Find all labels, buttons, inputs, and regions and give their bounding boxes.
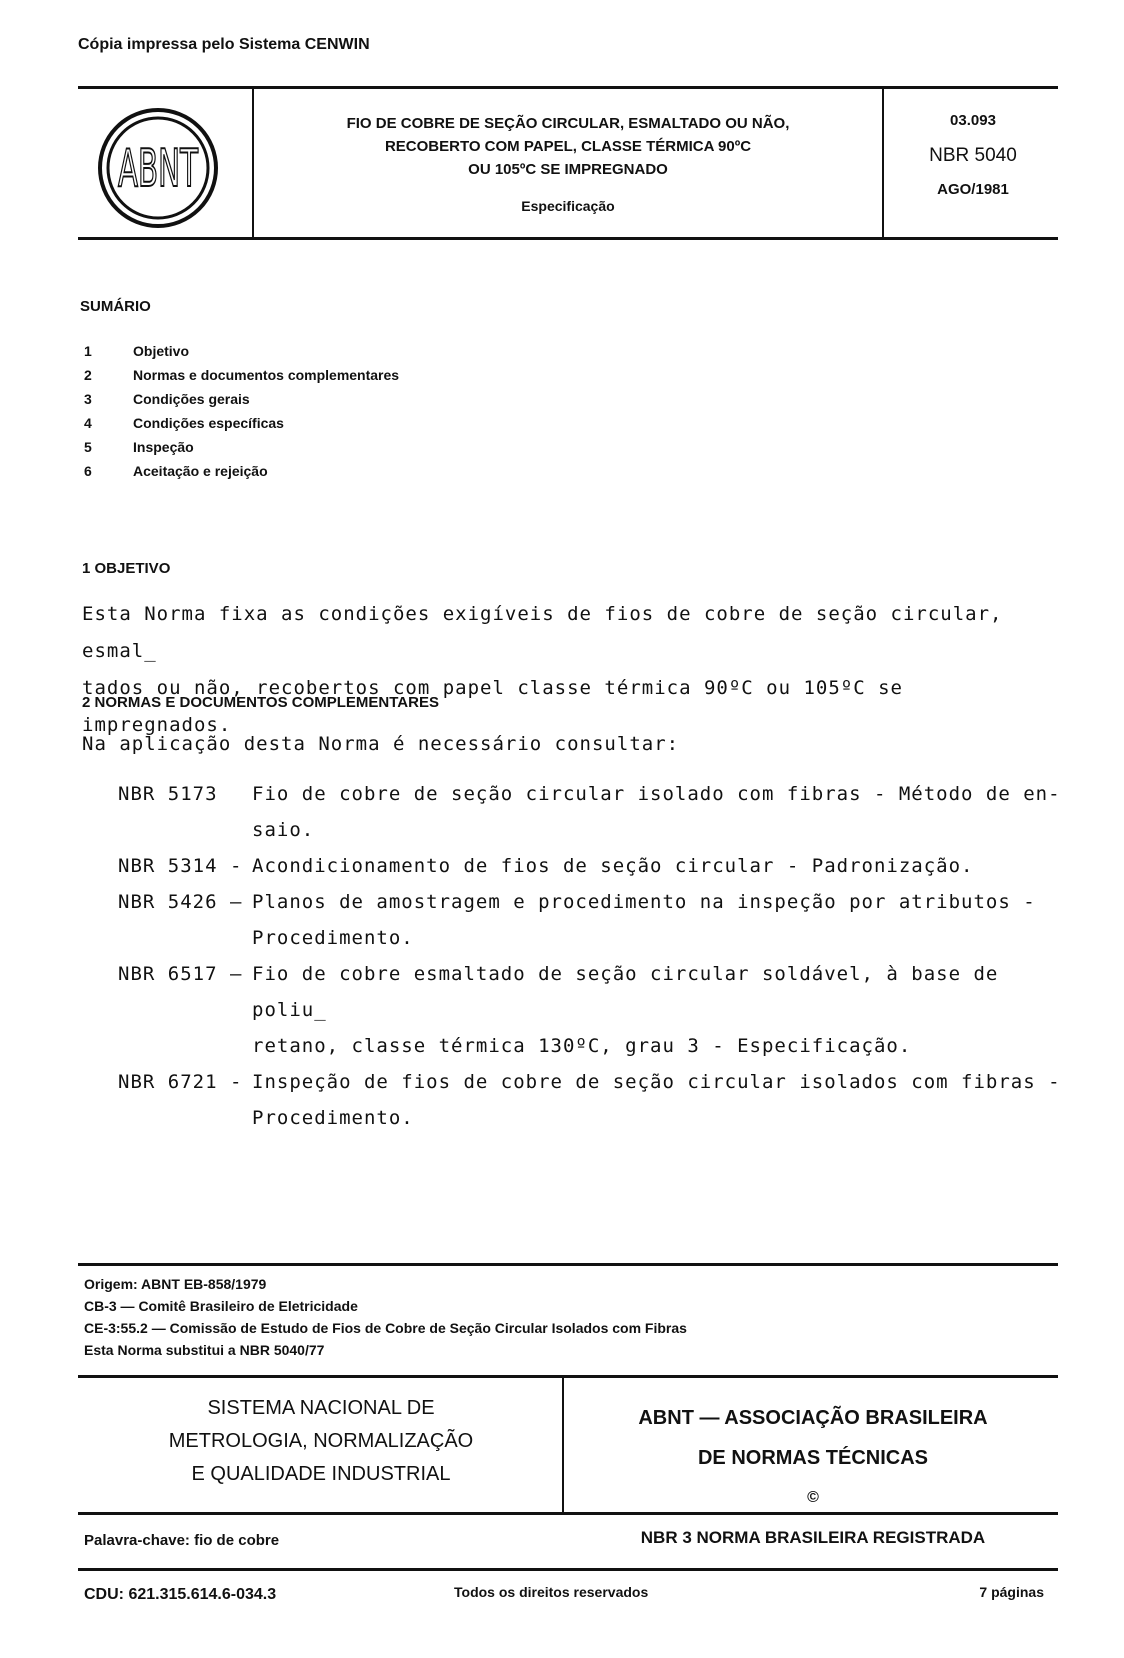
reference-line: Procedimento.: [252, 1107, 414, 1129]
header-bottom-rule: [78, 237, 1058, 240]
summary-list: [84, 343, 399, 487]
summary-item-label: Aceitação e rejeição: [133, 463, 268, 479]
summary-item-label: Normas e documentos complementares: [133, 367, 400, 383]
reference-code: NBR 6517 —: [118, 963, 243, 985]
summary-item-number: 4: [84, 415, 92, 431]
header-divider-left: [252, 89, 254, 237]
section-2-title: 2 NORMAS E DOCUMENTOS COMPLEMENTARES: [82, 694, 439, 711]
reference-text: [252, 776, 1068, 848]
reference-text: [252, 884, 1068, 956]
reference-item: [118, 956, 1068, 1064]
summary-item-label: Inspeção: [133, 439, 194, 455]
summary-item: [84, 463, 399, 487]
footer-box-top-rule: [78, 1375, 1058, 1378]
keyword: Palavra-chave: fio de cobre: [84, 1532, 280, 1549]
summary-item: [84, 391, 399, 415]
reference-item: [118, 776, 1068, 848]
summary-item-label: Condições específicas: [133, 415, 284, 431]
logo-text: ABNT: [118, 139, 199, 199]
reference-code: NBR 6721 -: [118, 1071, 243, 1093]
origin-line: Esta Norma substitui a NBR 5040/77: [84, 1342, 325, 1358]
document-type: Especificação: [521, 198, 615, 214]
norm-date: AGO/1981: [937, 181, 1009, 198]
title-line: RECOBERTO COM PAPEL, CLASSE TÉRMICA 90ºC: [384, 138, 752, 155]
reference-line: Fio de cobre esmaltado de seção circular soldável, à base de poliu_: [252, 963, 999, 1021]
reference-code: NBR 5314 -: [118, 855, 243, 877]
org-line: DE NORMAS TÉCNICAS: [697, 1447, 928, 1469]
reference-text: [252, 1064, 1068, 1136]
org-line: ABNT — ASSOCIAÇÃO BRASILEIRA: [638, 1407, 988, 1429]
reference-code: NBR 5173: [118, 783, 218, 805]
origin-line: CB-3 — Comitê Brasileiro de Eletricidade: [84, 1298, 358, 1314]
registered-norm-label: NBR 3 NORMA BRASILEIRA REGISTRADA: [640, 1528, 986, 1547]
summary-item: [84, 415, 399, 439]
text-line: tados ou não, recobertos com papel classe térmica 90ºC ou 105ºC se impregnados.: [82, 677, 903, 736]
abnt-logo: [96, 106, 220, 230]
classification-code: 03.093: [950, 112, 996, 129]
section-1-text: [82, 596, 1062, 744]
header-top-rule: [78, 86, 1058, 89]
header-divider-right: [882, 89, 884, 237]
summary-item-number: 5: [84, 439, 92, 455]
reference-code: NBR 5426 —: [118, 891, 243, 913]
footer-box-divider: [562, 1378, 564, 1512]
origin-line: CE-3:55.2 — Comissão de Estudo de Fios de Cobre de Seção Circular Isolados com Fibras: [84, 1320, 687, 1336]
document-title: [258, 112, 878, 218]
summary-item: [84, 367, 399, 391]
footer-box-bottom-rule: [78, 1568, 1058, 1571]
summary-item-number: 6: [84, 463, 92, 479]
title-line: FIO DE COBRE DE SEÇÃO CIRCULAR, ESMALTADO OU NÃO,: [346, 115, 790, 132]
summary-item-label: Condições gerais: [133, 391, 250, 407]
summary-item-number: 1: [84, 343, 92, 359]
abnt-block: [568, 1398, 1058, 1518]
reference-item: [118, 848, 1068, 884]
rights-reserved: Todos os direitos reservados: [454, 1584, 649, 1600]
norm-number: NBR 5040: [929, 145, 1017, 166]
origin-block: [84, 1273, 687, 1361]
reference-item: [118, 884, 1068, 956]
summary-title: SUMÁRIO: [80, 298, 151, 315]
summary-item-number: 2: [84, 367, 92, 383]
section-1-title: 1 OBJETIVO: [82, 560, 171, 577]
org-line: SISTEMA NACIONAL DE: [207, 1397, 435, 1419]
text-line: Esta Norma fixa as condições exigíveis de fios de cobre de seção circular, esmal_: [82, 603, 1003, 662]
copyright-mark: ©: [807, 1489, 819, 1506]
org-line: E QUALIDADE INDUSTRIAL: [191, 1463, 451, 1485]
section-2-intro: Na aplicação desta Norma é necessário consultar:: [82, 733, 680, 755]
reference-list: [118, 776, 1068, 1136]
reference-text: [252, 848, 1068, 884]
reference-line: Inspeção de fios de cobre de seção circular isolados com fibras -: [252, 1071, 1061, 1093]
reference-line: saio.: [252, 819, 315, 841]
reference-item: [118, 1064, 1068, 1136]
reference-text: [252, 956, 1068, 1064]
org-line: METROLOGIA, NORMALIZAÇÃO: [168, 1430, 474, 1452]
title-line: OU 105ºC SE IMPREGNADO: [468, 161, 668, 178]
copy-note: Cópia impressa pelo Sistema CENWIN: [78, 36, 370, 53]
origin-line: Origem: ABNT EB-858/1979: [84, 1276, 267, 1292]
summary-item: [84, 343, 399, 367]
reference-line: Planos de amostragem e procedimento na inspeção por atributos -: [252, 891, 1036, 913]
reference-line: Procedimento.: [252, 927, 414, 949]
page-count: 7 páginas: [979, 1584, 1044, 1600]
sinmetro-block: [82, 1392, 560, 1491]
summary-item-number: 3: [84, 391, 92, 407]
reference-line: retano, classe térmica 130ºC, grau 3 - Especificação.: [252, 1035, 912, 1057]
summary-item: [84, 439, 399, 463]
reference-line: Acondicionamento de fios de seção circular - Padronização.: [252, 855, 974, 877]
summary-item-label: Objetivo: [133, 343, 190, 359]
cdu-code: CDU: 621.315.614.6-034.3: [84, 1586, 277, 1603]
footer-top-rule: [78, 1263, 1058, 1266]
footer-box-mid-rule: [78, 1512, 1058, 1515]
reference-line: Fio de cobre de seção circular isolado com fibras - Método de en-: [252, 783, 1061, 805]
norm-id-block: [888, 112, 1058, 198]
